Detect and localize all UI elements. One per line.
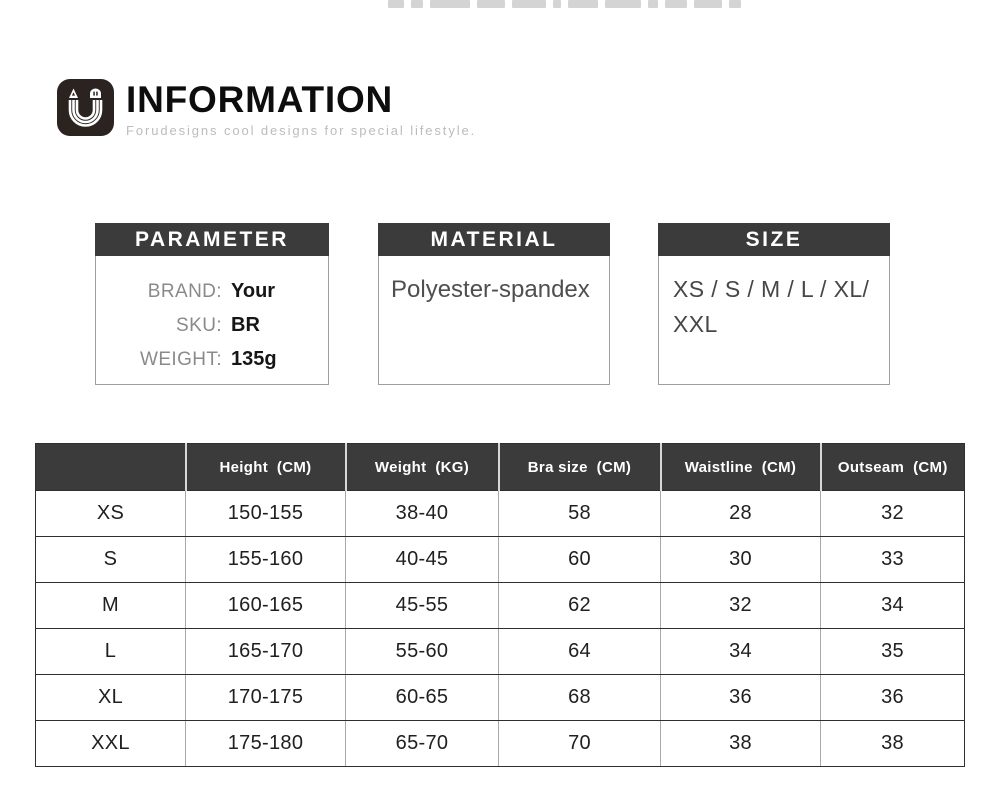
table-cell: 150-155 — [186, 491, 346, 537]
material-box — [378, 223, 610, 385]
parameter-label: SKU: — [176, 315, 222, 336]
column-header-cell: Weight (KG) — [346, 444, 499, 491]
table-cell: 170-175 — [186, 675, 346, 721]
table-cell: 40-45 — [346, 537, 499, 583]
parameter-row — [96, 280, 328, 303]
column-header-cell: Waistline (CM) — [661, 444, 821, 491]
size-box-title: SIZE — [658, 223, 890, 256]
material-box-title: MATERIAL — [378, 223, 610, 256]
table-cell: 38 — [821, 721, 965, 767]
table-cell: 60-65 — [346, 675, 499, 721]
table-cell: 70 — [499, 721, 661, 767]
corner-header-cell — [36, 444, 186, 491]
table-row — [36, 629, 965, 675]
parameter-label: BRAND: — [147, 281, 222, 302]
cropped-previous-section-strip — [388, 0, 748, 9]
table-cell: 36 — [661, 675, 821, 721]
table-cell: 32 — [661, 583, 821, 629]
size-chart-body — [36, 491, 965, 767]
size-box — [658, 223, 890, 385]
page-title: INFORMATION — [126, 79, 394, 120]
parameter-value: Your — [231, 280, 276, 302]
parameter-row — [96, 314, 328, 337]
table-cell: 155-160 — [186, 537, 346, 583]
size-label-cell: XS — [36, 491, 186, 537]
size-label-cell: XL — [36, 675, 186, 721]
size-label-cell: M — [36, 583, 186, 629]
forudesigns-magnet-logo-icon — [57, 79, 114, 136]
material-value: Polyester-spandex — [391, 276, 590, 303]
size-chart-table — [35, 443, 965, 767]
table-cell: 68 — [499, 675, 661, 721]
header-row — [36, 444, 965, 491]
parameter-box-title: PARAMETER — [95, 223, 329, 256]
table-cell: 32 — [821, 491, 965, 537]
table-row — [36, 583, 965, 629]
column-header-cell: Bra size (CM) — [499, 444, 661, 491]
table-cell: 60 — [499, 537, 661, 583]
column-header-cell: Height (CM) — [186, 444, 346, 491]
table-row — [36, 721, 965, 767]
table-row — [36, 675, 965, 721]
size-label-cell: L — [36, 629, 186, 675]
parameter-label: WEIGHT: — [140, 349, 222, 370]
table-cell: 58 — [499, 491, 661, 537]
table-cell: 45-55 — [346, 583, 499, 629]
table-cell: 33 — [821, 537, 965, 583]
parameter-row — [96, 348, 328, 371]
table-cell: 62 — [499, 583, 661, 629]
table-cell: 34 — [821, 583, 965, 629]
table-cell: 64 — [499, 629, 661, 675]
parameter-value: 135g — [231, 348, 277, 370]
table-cell: 165-170 — [186, 629, 346, 675]
table-cell: 30 — [661, 537, 821, 583]
table-cell: 175-180 — [186, 721, 346, 767]
parameter-value: BR — [231, 314, 260, 336]
brand-text — [126, 79, 476, 138]
table-cell: 65-70 — [346, 721, 499, 767]
brand-header — [57, 79, 476, 138]
size-label-cell: S — [36, 537, 186, 583]
table-cell: 38 — [661, 721, 821, 767]
table-cell: 34 — [661, 629, 821, 675]
table-row — [36, 537, 965, 583]
table-cell: 55-60 — [346, 629, 499, 675]
table-cell: 160-165 — [186, 583, 346, 629]
size-value: XS / S / M / L / XL/ XXL — [673, 276, 870, 337]
table-cell: 28 — [661, 491, 821, 537]
parameter-rows — [96, 256, 328, 371]
table-cell: 38-40 — [346, 491, 499, 537]
size-chart-header — [36, 444, 965, 491]
table-row — [36, 491, 965, 537]
size-label-cell: XXL — [36, 721, 186, 767]
table-cell: 35 — [821, 629, 965, 675]
brand-tagline: Forudesigns cool designs for special lifestyle. — [126, 122, 477, 138]
table-cell: 36 — [821, 675, 965, 721]
column-header-cell: Outseam (CM) — [821, 444, 965, 491]
parameter-box — [95, 223, 329, 385]
